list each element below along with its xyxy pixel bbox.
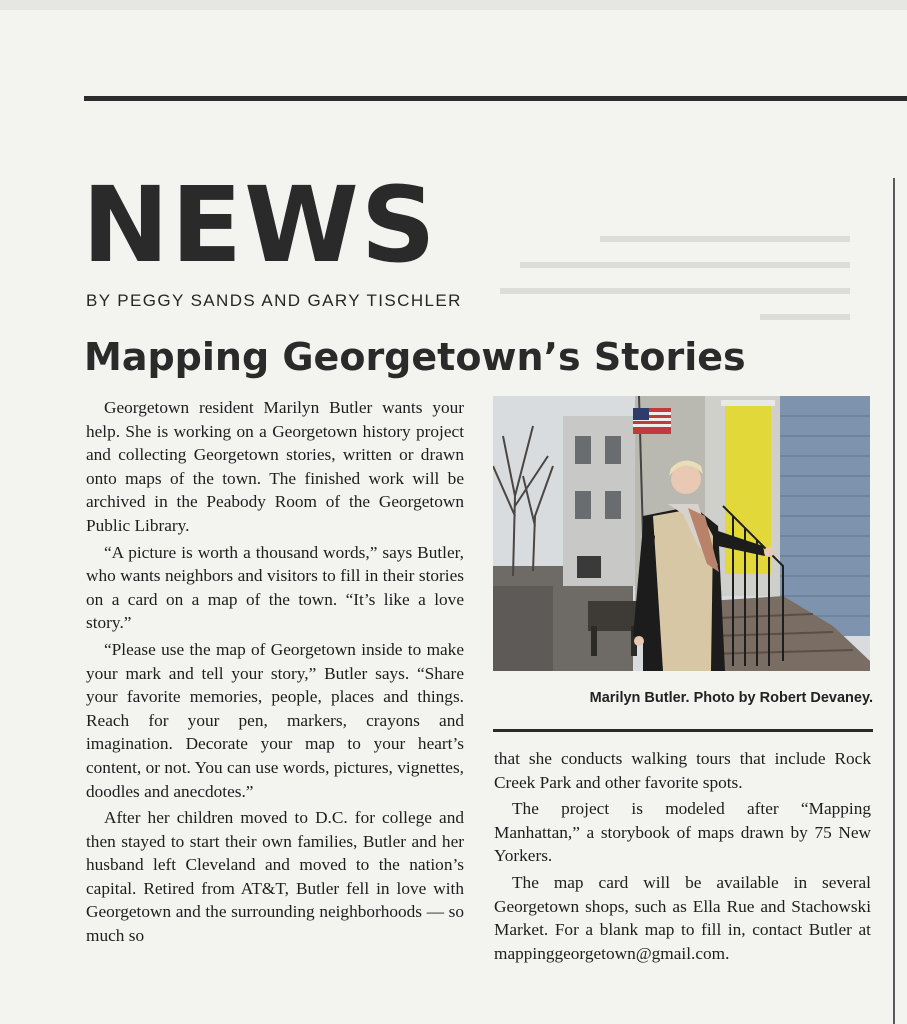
bleed-through-line (520, 262, 850, 268)
bleed-through-line (760, 314, 850, 320)
column-edge-rule (893, 178, 895, 1024)
section-title: NEWS (82, 164, 438, 286)
bleed-through-line (600, 236, 850, 242)
caption-divider-rule (493, 729, 873, 732)
article-paragraph: The map card will be available in several Georgetown shops, such as Ella Rue and Stachowski Market. For a blank map to fill in, contact Butler at mappinggeorgetown@gmail.com. (494, 872, 871, 963)
american-flag (633, 408, 671, 434)
article-headline: Mapping Georgetown’s Stories (84, 335, 746, 379)
photo-illustration (493, 396, 870, 671)
article-paragraph: that she conducts walking tours that include Rock Creek Park and other favorite spots. (494, 749, 871, 792)
article-paragraph: The project is modeled after “Mapping Manhattan,” a storybook of maps drawn by 75 New Yorkers. (494, 799, 871, 866)
article-paragraph: “Please use the map of Georgetown inside to make your mark and tell your story,” Butler says. “Share your favorite memories, people, places and things. Reach for your pen, markers, crayons and imagination. Decorate your map to your heart’s content, or not. You can use words, pictures, vignettes, doodles and anecdotes.” (86, 639, 464, 801)
left-column (86, 396, 464, 951)
photo-caption: Marilyn Butler. Photo by Robert Devaney. (589, 690, 873, 706)
right-column (494, 747, 871, 968)
top-divider-rule (84, 96, 907, 101)
byline: BY PEGGY SANDS AND GARY TISCHLER (86, 291, 462, 310)
article-paragraph: Georgetown resident Marilyn Butler wants your help. She is working on a Georgetown history project and collecting Georgetown stories, written or drawn onto maps of the town. The finished work will be archived in the Peabody Room of the Georgetown Public Library. (86, 398, 464, 535)
article-paragraph: After her children moved to D.C. for college and then stayed to start their own families, Butler and her husband left Cleveland and moved to the nation’s capital. Retired from AT&T, Butler fell in love with Georgetown and the surrounding neighborhoods — so much so (86, 808, 464, 946)
paper-top-edge (0, 0, 907, 10)
bleed-through-line (500, 288, 850, 294)
article-photo (493, 396, 870, 671)
article-paragraph: “A picture is worth a thousand words,” says Butler, who wants neighbors and visitors to fill in their stories on a card on a map of the town. “It’s like a love story.” (86, 542, 464, 633)
